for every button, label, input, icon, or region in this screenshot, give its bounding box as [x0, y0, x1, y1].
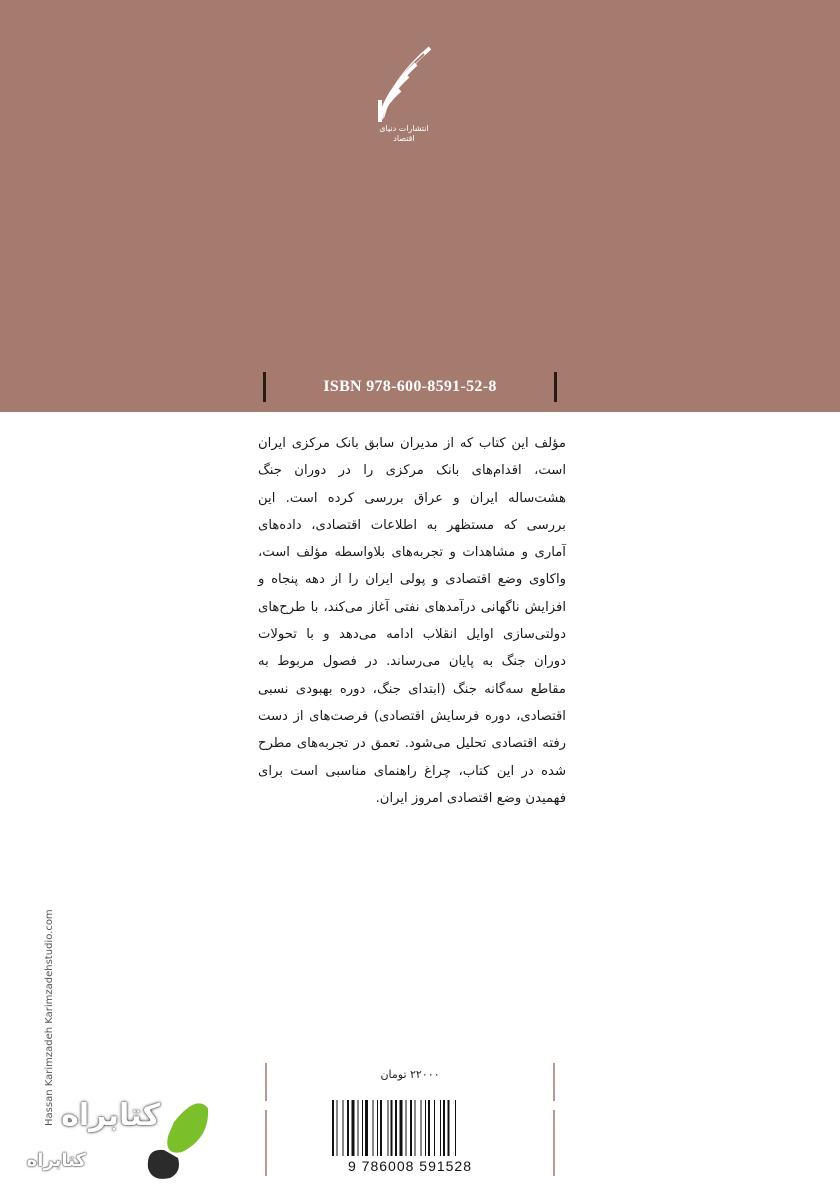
blurb-line: مؤلف است، واکاوی وضع اقتصادی و پولی ایران را از دهه پنجاه	[258, 545, 566, 588]
blurb-line: و افزایش ناگهانی درآمدهای نفتی آغاز می‌کند، با طرح‌های	[258, 572, 566, 615]
blurb-line: راهنمای مناسبی است برای فهمیدن وضع اقتصادی امروز ایران.	[258, 763, 566, 806]
price-right-rule	[553, 1063, 555, 1101]
barcode-digits: 9 786008 591528	[348, 1158, 472, 1174]
blurb-line: دولتی‌سازی اوایل انقلاب ادامه می‌دهد و با تحولات دوران	[258, 627, 566, 670]
blurb-line: می‌شود. تعمق در تجربه‌های مطرح شده در این کتاب، چراغ	[258, 736, 566, 779]
price-label: ۲۲۰۰۰ تومان	[380, 1068, 440, 1081]
barcode-left-rule	[265, 1110, 267, 1176]
blurb-line: عراق بررسی کرده است. این بررسی که مستظهر به اطلاعات	[258, 490, 566, 533]
blurb-line: اقتصادی، داده‌های آماری و مشاهدات و تجربه‌های بلاواسطه	[258, 517, 566, 561]
publisher-name: انتشارات دنیای اقتصاد	[379, 124, 429, 143]
blurb-line: جنگ (ابتدای جنگ، دوره بهبودی نسبی اقتصادی، دوره	[258, 681, 566, 724]
isbn-row	[263, 372, 557, 402]
isbn-number: ISBN 978-600-8591-52-8	[323, 378, 497, 395]
designer-credit: Hassan Karimzadeh Karimzadehstudio.com	[44, 909, 55, 1126]
back-cover-blurb	[258, 430, 566, 812]
barcode-right-rule	[553, 1110, 555, 1176]
blurb-line: اقدام‌های بانک مرکزی را در دوران جنگ هشت‌ساله ایران و	[258, 463, 566, 506]
blurb-line: مؤلف این کتاب که از مدیران سابق بانک مرکزی ایران است،	[258, 436, 566, 479]
barcode-icon	[330, 1100, 490, 1160]
isbn-right-rule	[554, 372, 557, 402]
price-left-rule	[265, 1063, 267, 1101]
blurb-line: جنگ به پایان می‌رساند. در فصول مربوط به مقاطع سه‌گانه	[258, 654, 566, 697]
blurb-line: فرسایش اقتصادی) فرصت‌های از دست رفته اقتصادی تحلیل	[258, 708, 567, 752]
watermark-text: کتابراه	[61, 1098, 160, 1133]
watermark-text-small: کتابراه	[26, 1150, 86, 1171]
